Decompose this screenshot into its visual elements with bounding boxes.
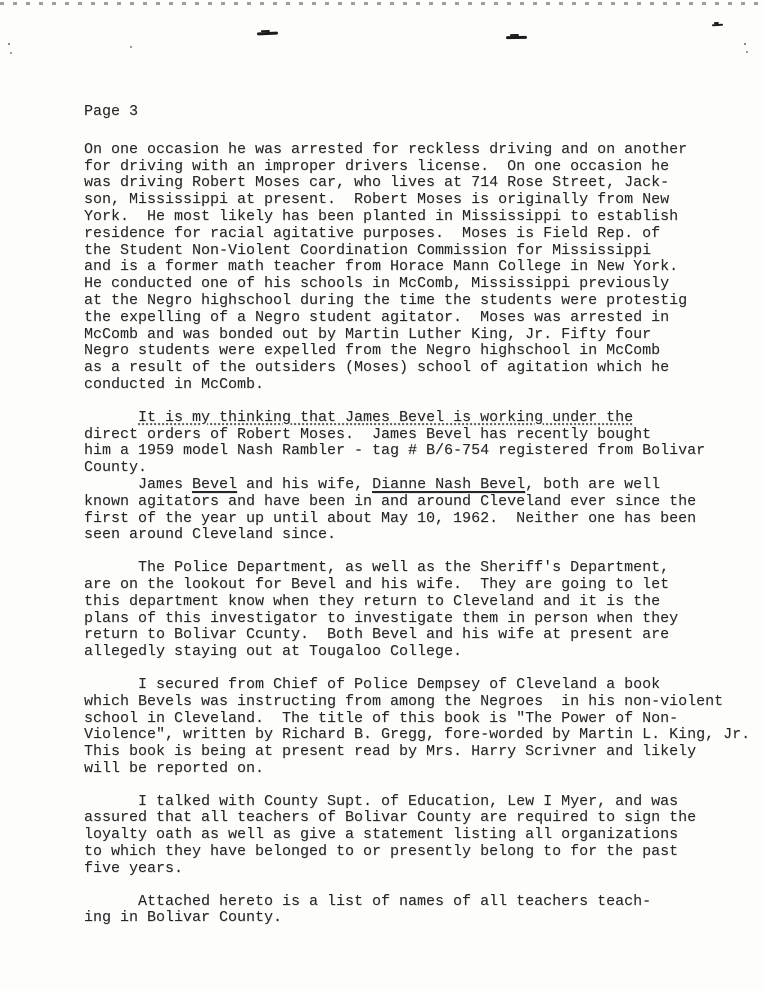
document-body <box>84 142 763 927</box>
text-segment: Negro students were expelled from the Negro highschool in McComb <box>84 342 661 360</box>
text-segment: which Bevels was instructing from among the Negroes in his non-violent <box>84 692 724 710</box>
text-line <box>84 744 763 761</box>
text-segment: five years. <box>84 859 184 877</box>
text-segment: him a 1959 model Nash Rambler - tag # B/6-754 registered from Bolivar <box>84 442 706 460</box>
text-line <box>84 894 763 911</box>
text-segment: The Police Department, as well as the Sheriff's Department, <box>84 559 670 577</box>
text-line <box>84 694 763 711</box>
text-line <box>84 410 763 427</box>
text-line <box>84 494 763 511</box>
text-line <box>84 810 763 827</box>
text-line <box>84 443 763 460</box>
paragraph <box>84 477 763 544</box>
page-number-label: Page 3 <box>84 103 139 120</box>
text-segment: will be reported on. <box>84 759 265 777</box>
text-line <box>84 794 763 811</box>
text-line <box>84 377 763 394</box>
text-segment: to which they have belonged to or presently belong to for the past <box>84 843 679 861</box>
text-line <box>84 627 763 644</box>
text-line <box>84 560 763 577</box>
text-segment: as a result of the outsiders (Moses) school of agitation which he <box>84 359 670 377</box>
text-segment: and his wife, <box>237 475 373 493</box>
text-line <box>84 644 763 661</box>
text-line <box>84 677 763 694</box>
text-line <box>84 527 763 544</box>
text-line <box>84 910 763 927</box>
text-line <box>84 761 763 778</box>
text-segment: I secured from Chief of Police Dempsey of Cleveland a book <box>84 675 661 693</box>
paragraph <box>84 677 763 778</box>
text-line <box>84 276 763 293</box>
text-segment: assured that all teachers of Bolivar County are required to sign the <box>84 809 697 827</box>
text-segment: the Student Non-Violent Coordination Commission for Mississippi <box>84 241 652 259</box>
paragraph <box>84 794 763 878</box>
text-segment: James <box>84 475 193 493</box>
text-line <box>84 827 763 844</box>
text-line <box>84 727 763 744</box>
text-line <box>84 861 763 878</box>
text-segment: allegedly staying out at Tougaloo College. <box>84 643 463 661</box>
text-segment: the expelling of a Negro student agitator. Moses was arrested in <box>84 308 670 326</box>
paragraph <box>84 894 763 928</box>
text-line <box>84 192 763 209</box>
text-segment: plans of this investigator to investigate them in person when they <box>84 609 679 627</box>
text-segment: first of the year up until about May 10, 1962. Neither one has been <box>84 509 697 527</box>
paragraph <box>84 410 763 477</box>
text-segment: Violence", written by Richard B. Gregg, fore-worded by Martin L. King, Jr. <box>84 726 751 744</box>
paragraph <box>84 560 763 661</box>
text-segment: residence for racial agitative purposes. Moses is Field Rep. of <box>84 224 661 242</box>
text-segment: , both are well <box>525 475 661 493</box>
text-segment: are on the lookout for Bevel and his wife. They are going to let <box>84 575 670 593</box>
text-segment: known agitators and have been in and around Cleveland ever since the <box>84 492 697 510</box>
text-line <box>84 427 763 444</box>
text-segment: Attached hereto is a list of names of all teachers teach- <box>84 892 652 910</box>
text-line <box>84 310 763 327</box>
text-line <box>84 511 763 528</box>
text-line <box>84 477 763 494</box>
text-line <box>84 343 763 360</box>
text-segment: loyalty oath as well as give a statement listing all organizations <box>84 826 679 844</box>
text-segment: He conducted one of his schools in McComb, Mississippi previously <box>84 275 670 293</box>
text-line <box>84 209 763 226</box>
underlined-name: Bevel <box>192 475 238 493</box>
text-segment: It is my thinking that James Bevel is working under the <box>138 408 634 426</box>
text-line <box>84 327 763 344</box>
text-segment: seen around Cleveland since. <box>84 526 337 544</box>
underlined-name: Dianne Nash Bevel <box>372 475 526 493</box>
text-segment: York. He most likely has been planted in Mississippi to establish <box>84 207 679 225</box>
text-segment: McComb and was bonded out by Martin Luther King, Jr. Fifty four <box>84 325 652 343</box>
text-segment: was driving Robert Moses car, who lives at 714 Rose Street, Jack- <box>84 174 670 192</box>
text-segment: son, Mississippi at present. Robert Moses is originally from New <box>84 191 670 209</box>
text-line <box>84 259 763 276</box>
text-line <box>84 243 763 260</box>
text-segment: at the Negro highschool during the time the students were protestig <box>84 291 688 309</box>
text-segment: and is a former math teacher from Horace Mann College in New York. <box>84 258 679 276</box>
text-segment <box>84 409 138 426</box>
text-segment: direct orders of Robert Moses. James Bevel has recently bought <box>84 425 652 443</box>
text-line <box>84 142 763 159</box>
text-segment: return to Bolivar Ccunty. Both Bevel and his wife at present are <box>84 626 670 644</box>
text-segment: for driving with an improper drivers license. On one occasion he <box>84 157 670 175</box>
paragraph <box>84 142 763 394</box>
text-segment: this department know when they return to Cleveland and it is the <box>84 592 661 610</box>
text-segment: ing in Bolivar County. <box>84 909 283 927</box>
text-line <box>84 611 763 628</box>
text-segment: County. <box>84 459 148 477</box>
text-line <box>84 711 763 728</box>
text-segment: This book is being at present read by Mrs. Harry Scrivner and likely <box>84 743 697 761</box>
text-segment: conducted in McComb. <box>84 375 265 393</box>
text-line <box>84 844 763 861</box>
text-segment: On one occasion he was arrested for reckless driving and on another <box>84 140 688 158</box>
text-line <box>84 293 763 310</box>
text-line <box>84 460 763 477</box>
text-line <box>84 577 763 594</box>
text-segment: I talked with County Supt. of Education, Lew I Myer, and was <box>84 792 679 810</box>
text-line <box>84 226 763 243</box>
text-line <box>84 594 763 611</box>
text-line <box>84 159 763 176</box>
text-line <box>84 175 763 192</box>
text-segment: school in Cleveland. The title of this book is "The Power of Non- <box>84 709 679 727</box>
text-line <box>84 360 763 377</box>
